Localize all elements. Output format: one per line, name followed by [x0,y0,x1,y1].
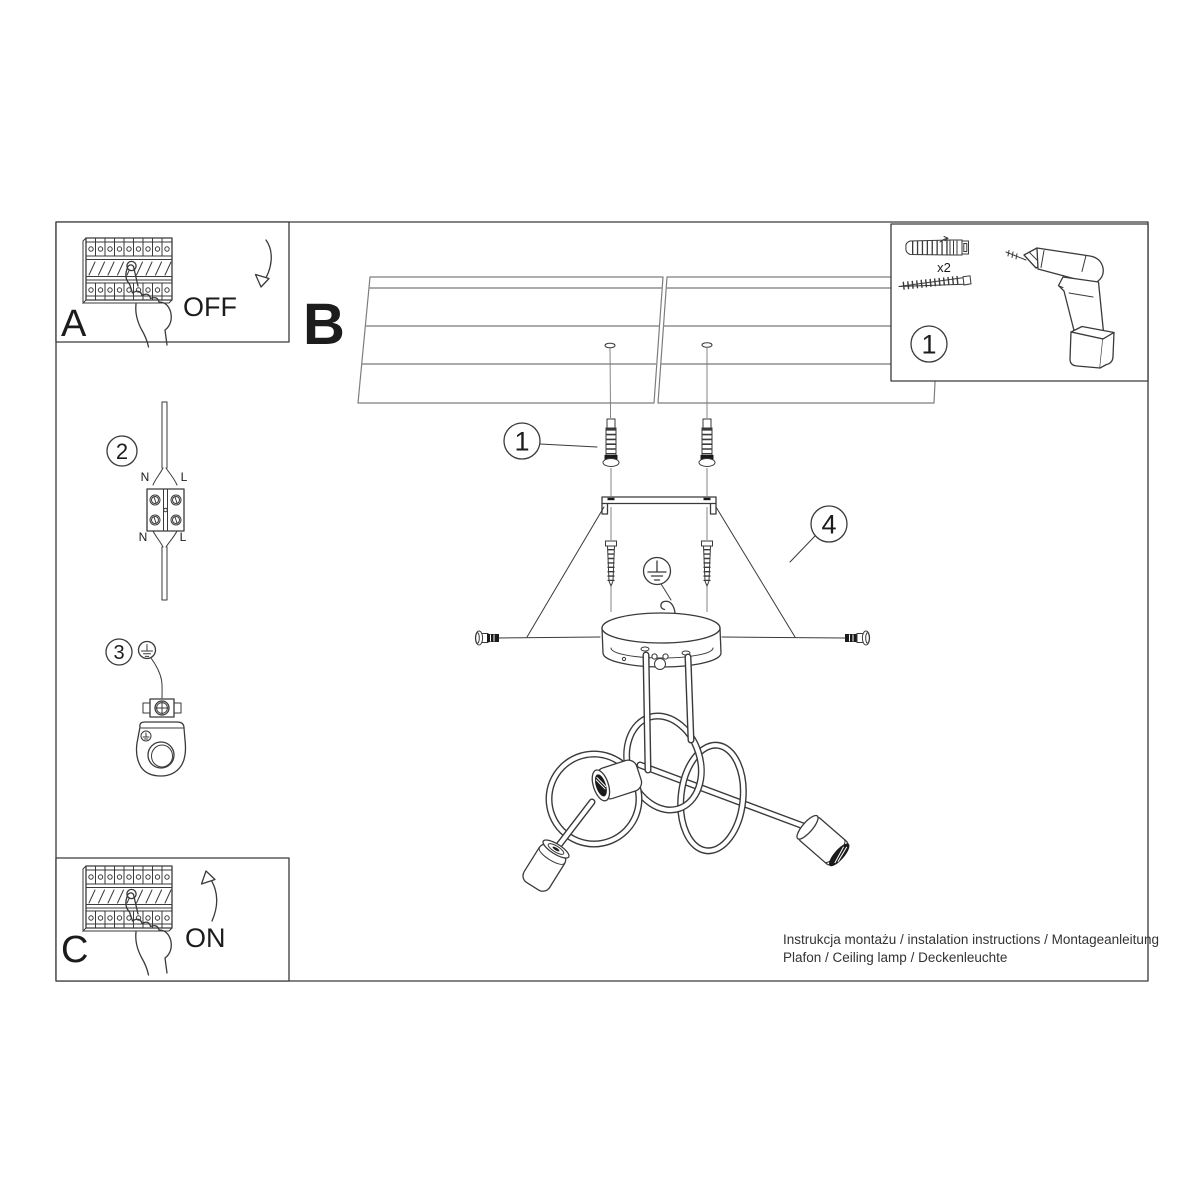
callout-2-number: 2 [115,439,129,464]
lamp-socket-left-icon [520,837,571,894]
wall-plug-left-icon [603,419,619,467]
callout-2 [107,436,137,466]
step-b-letter: B [303,292,345,357]
off-label: OFF [183,292,237,322]
callout-1-number: 1 [514,426,530,457]
panel-step-a [56,222,289,347]
step-c-letter: C [61,929,89,971]
canopy-bracket-icon [137,722,186,776]
side-screw-leader-left [499,637,600,638]
footer-text [783,932,1159,965]
mounting-screw-right-icon [702,541,713,586]
side-screw-right-icon [845,631,870,645]
kit-quantity-label: x2 [937,260,951,275]
slant-left [527,507,604,637]
side-screw-left-icon [475,631,499,645]
lamp-socket-right-icon [794,813,853,870]
mounting-screw-left-icon [606,541,617,586]
kit-badge [911,326,947,362]
wall-plug-right-icon [699,419,715,467]
drill-hole-left [605,343,615,348]
footer-line-2: Plafon / Ceiling lamp / Deckenleuchte [783,950,1008,965]
kit-badge-number: 1 [921,329,937,360]
side-screw-leader-right [722,637,845,638]
kit-box [891,224,1148,381]
wire-l-top-label: L [180,470,188,484]
callout-3 [106,639,132,665]
slant-right [716,507,795,637]
cable-clamp-icon [655,659,666,670]
step-a-letter: A [61,303,87,345]
on-label: ON [185,923,226,953]
ground-symbol-small-icon [139,642,156,659]
wire-n-top-label: N [140,470,150,484]
callout-3-number: 3 [113,642,125,664]
ground-symbol-icon [644,558,671,585]
terminal-block-icon [147,402,184,600]
ceiling-panels-icon [358,277,940,403]
lamp-body-icon [520,655,853,894]
ground-leader-line [661,584,671,600]
ground-connection-step [106,639,186,776]
main-assembly-step [303,277,940,894]
wire-n-bottom-label: N [138,530,148,544]
ground-wire-hook [661,601,675,613]
drill-hole-right [702,343,712,348]
callout-4-number: 4 [821,509,837,540]
wire-connection-step [107,402,188,600]
callout-4 [790,506,847,562]
wire-l-bottom-label: L [179,530,187,544]
ground-terminal-icon [143,699,181,717]
panel-step-c [56,858,289,981]
mounting-bracket-icon [602,497,716,514]
canopy-icon [602,613,721,670]
footer-line-1: Instrukcja montażu / instalation instructions / Montageanleitung [783,932,1159,947]
callout-1 [504,423,597,459]
ground-wire [151,658,162,698]
